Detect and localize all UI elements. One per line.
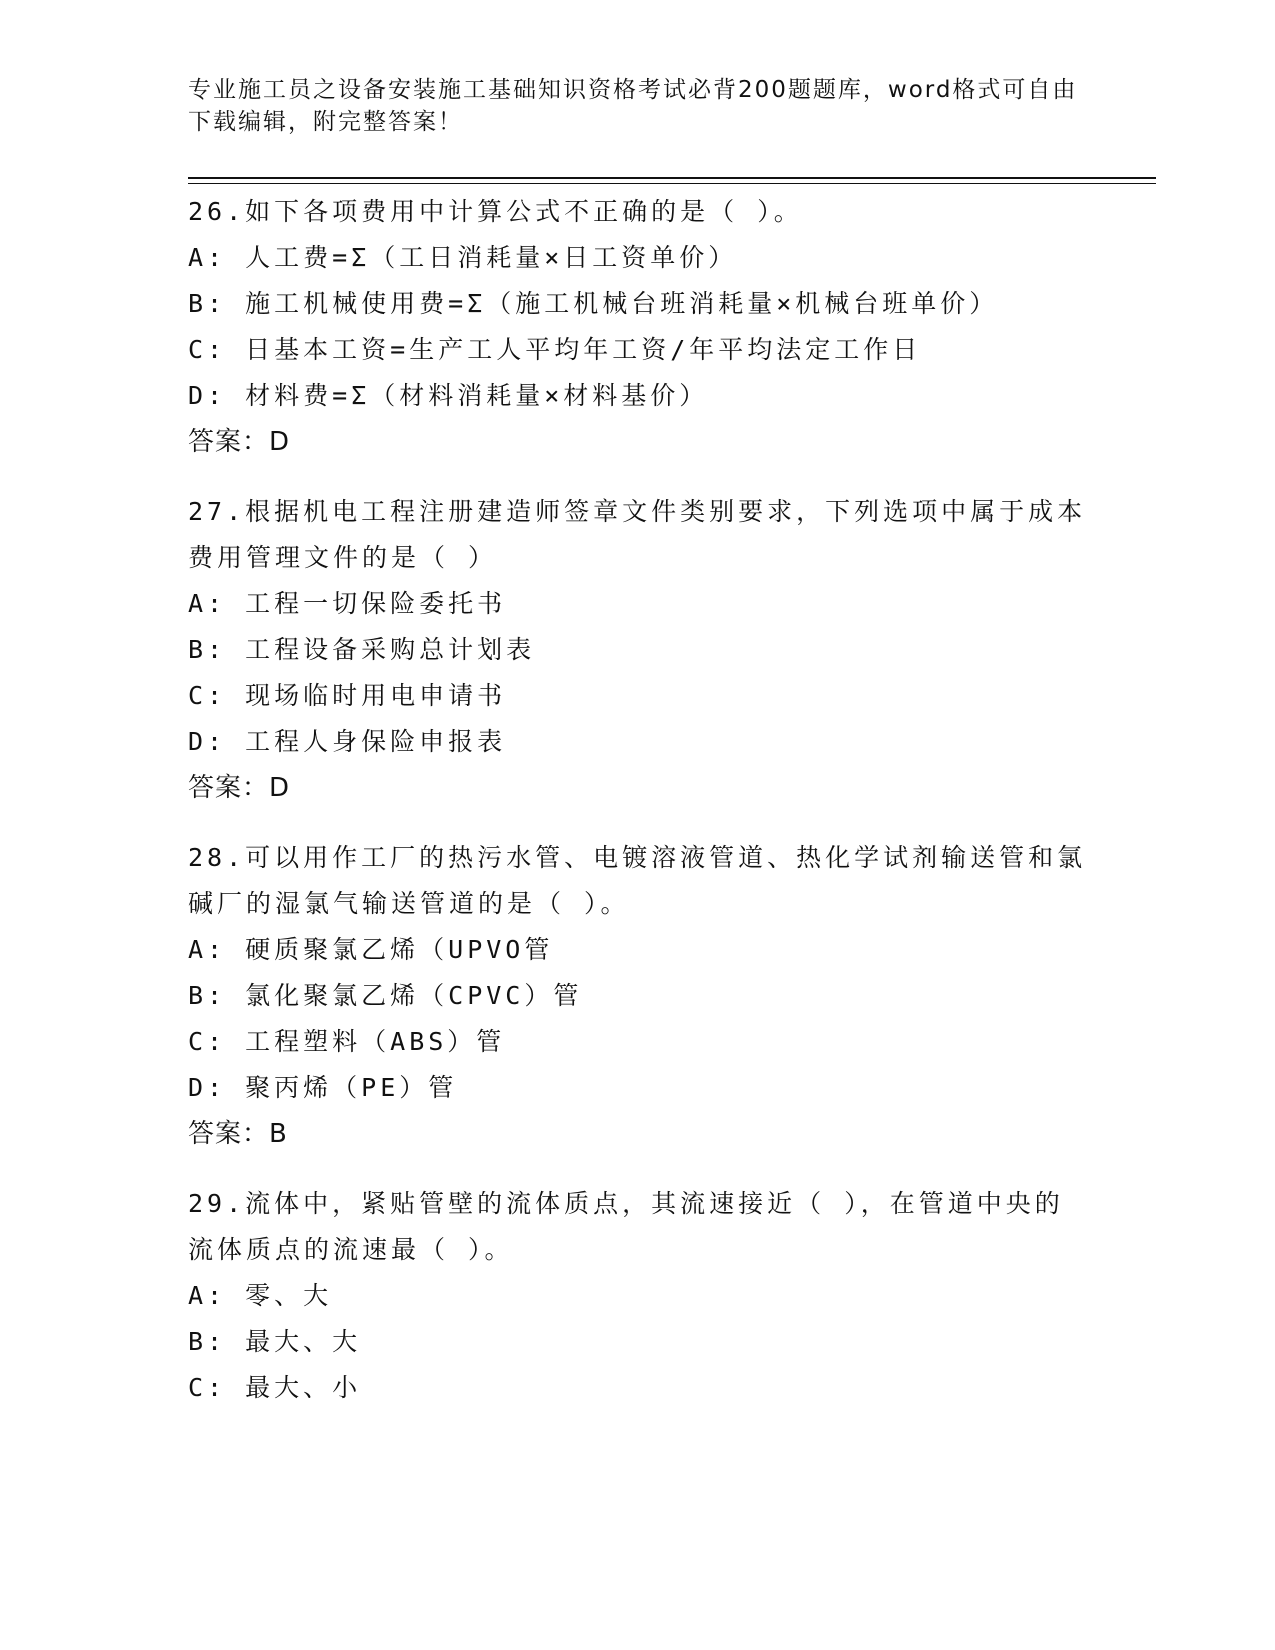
question-list: [188, 189, 1088, 1435]
question-stem: 29.流体中，紧贴管壁的流体质点，其流速接近（ ），在管道中央的流体质点的流速最（ ）。: [188, 1189, 1064, 1264]
option-b: B: 工程设备采购总计划表: [188, 635, 536, 664]
header-line-2: 下载编辑，附完整答案！: [188, 109, 463, 135]
option-b: B: 氯化聚氯乙烯（CPVC）管: [188, 981, 583, 1010]
question-29: [188, 1181, 1088, 1411]
option-c: C: 日基本工资=生产工人平均年工资/年平均法定工作日: [188, 335, 922, 364]
option-b: B: 最大、大: [188, 1327, 362, 1356]
answer: 答案：D: [188, 773, 291, 803]
header-line-1: 专业施工员之设备安装施工基础知识资格考试必背200题题库，word格式可自由: [188, 77, 1078, 103]
question-26: [188, 189, 1088, 465]
question-stem: 26.如下各项费用中计算公式不正确的是（ ）。: [188, 197, 803, 226]
option-a: A: 硬质聚氯乙烯（UPVO管: [188, 935, 554, 964]
header-divider: [188, 177, 1156, 184]
question-27: [188, 489, 1088, 811]
option-b: B: 施工机械使用费=Σ（施工机械台班消耗量×机械台班单价）: [188, 289, 999, 318]
answer: 答案：B: [188, 1119, 288, 1149]
option-a: A: 人工费=Σ（工日消耗量×日工资单价）: [188, 243, 738, 272]
option-c: C: 现场临时用电申请书: [188, 681, 507, 710]
option-a: A: 零、大: [188, 1281, 333, 1310]
option-c: C: 最大、小: [188, 1373, 362, 1402]
option-d: D: 材料费=Σ（材料消耗量×材料基价）: [188, 381, 709, 410]
question-28: [188, 835, 1088, 1157]
document-header: [188, 74, 1088, 138]
question-stem: 27.根据机电工程注册建造师签章文件类别要求，下列选项中属于成本费用管理文件的是（ ）: [188, 497, 1087, 572]
option-a: A: 工程一切保险委托书: [188, 589, 507, 618]
option-c: C: 工程塑料（ABS）管: [188, 1027, 506, 1056]
answer: 答案：D: [188, 427, 291, 457]
option-d: D: 聚丙烯（PE）管: [188, 1073, 458, 1102]
question-stem: 28.可以用作工厂的热污水管、电镀溶液管道、热化学试剂输送管和氯碱厂的湿氯气输送管道的是（ ）。: [188, 843, 1087, 918]
option-d: D: 工程人身保险申报表: [188, 727, 507, 756]
